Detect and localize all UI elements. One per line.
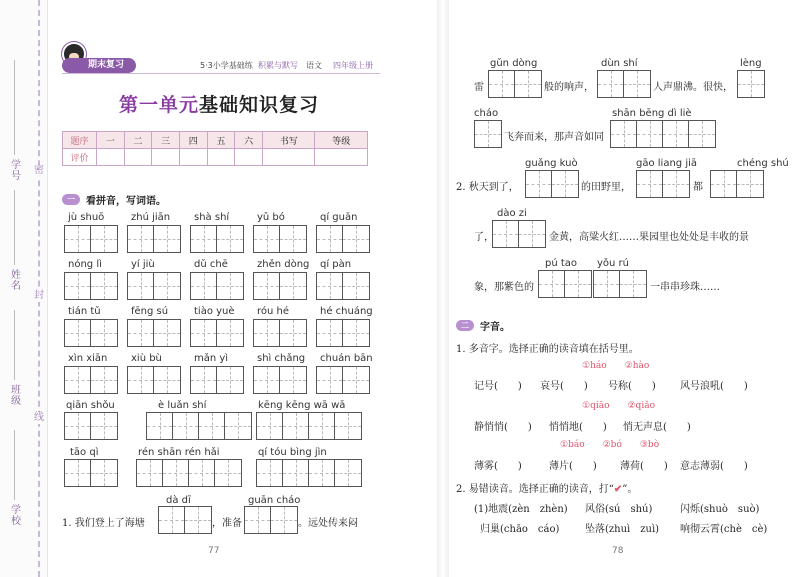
answer-box[interactable] <box>737 70 765 98</box>
pinyin-label: gǔn dòng <box>490 58 538 69</box>
fill-item[interactable]: 悄无声息( ) <box>623 422 691 433</box>
passage-text: 般的响声， <box>544 82 594 93</box>
passage-text: 的田野里， <box>581 182 631 193</box>
section-number: 二 <box>456 320 474 331</box>
score-header-row <box>63 132 368 149</box>
pinyin-label: jù shuō <box>68 212 105 223</box>
pinyin-label: è luǎn shí <box>158 400 207 411</box>
score-cell: 五 <box>207 132 235 149</box>
pinyin-label: mǎn yì <box>194 353 229 364</box>
pinyin-label: nóng lì <box>68 259 102 270</box>
pinyin-label: dà dī <box>166 495 191 506</box>
answer-box[interactable] <box>146 412 252 440</box>
answer-box[interactable] <box>64 225 118 253</box>
section-1-heading <box>62 192 166 207</box>
passage-text: 人声鼎沸。很快， <box>653 82 733 93</box>
answer-box[interactable] <box>127 272 181 300</box>
cut-line <box>38 0 40 577</box>
score-cell: 四 <box>179 132 207 149</box>
answer-box[interactable] <box>316 225 370 253</box>
score-cell: 六 <box>235 132 263 149</box>
question-text: 1. 多音字。选择正确的读音填在括号里。 <box>456 344 639 355</box>
name-line <box>14 190 15 265</box>
series-name: 5·3小学基础练 <box>200 61 253 70</box>
answer-box[interactable] <box>256 459 362 487</box>
class-line <box>14 310 15 380</box>
reading-options: ①báo ②bó ③bò <box>560 440 660 450</box>
pinyin-label: yǔ bó <box>257 212 285 223</box>
eval-cell[interactable] <box>179 149 207 166</box>
passage-text: 象，那紫色的 <box>474 282 534 293</box>
score-cell: 题序 <box>63 132 97 149</box>
answer-box[interactable] <box>538 270 592 298</box>
pinyin-label: dùn shí <box>601 58 638 69</box>
pinyin-label: qí pàn <box>320 259 352 270</box>
pinyin-label: yí jiù <box>131 259 155 270</box>
choice-item[interactable]: (1)地震(zèn zhèn) <box>474 504 568 515</box>
eval-cell[interactable] <box>315 149 368 166</box>
pinyin-label: gāo liang jiā <box>636 158 698 169</box>
pinyin-label: qiān shǒu <box>66 400 115 411</box>
question-text: 2. 秋天到了， <box>456 182 519 193</box>
page-number-right: 78 <box>612 546 624 556</box>
pinyin-label: hé chuáng <box>320 306 373 317</box>
pinyin-label: tián tǔ <box>68 306 101 317</box>
answer-box[interactable] <box>593 270 647 298</box>
pinyin-label: shì chǎng <box>257 353 306 364</box>
eval-cell[interactable] <box>262 149 315 166</box>
answer-box[interactable] <box>474 120 502 148</box>
student-number-line <box>14 60 15 155</box>
pinyin-label: tāo qì <box>70 447 99 458</box>
name-label: 姓名 <box>11 270 21 292</box>
section-title: 看拼音，写词语。 <box>86 196 166 207</box>
answer-box[interactable] <box>253 319 307 347</box>
answer-box[interactable] <box>488 70 542 98</box>
answer-box[interactable] <box>127 366 181 394</box>
score-table <box>62 131 368 166</box>
score-eval-row <box>63 149 368 166</box>
question-text: ，准备 <box>212 518 242 529</box>
answer-box[interactable] <box>636 170 690 198</box>
seal-mark-2: 封 <box>34 290 44 301</box>
grade: 四年级上册 <box>333 61 373 70</box>
answer-box[interactable] <box>64 412 118 440</box>
answer-box[interactable] <box>525 170 579 198</box>
answer-box[interactable] <box>710 170 764 198</box>
school-line <box>14 430 15 500</box>
fill-item[interactable]: 意志薄弱( ) <box>680 461 748 472</box>
question-text <box>456 480 637 495</box>
score-cell: 三 <box>152 132 180 149</box>
page-title <box>60 90 378 117</box>
fill-item[interactable]: 号称( ) <box>608 381 656 392</box>
answer-box[interactable] <box>610 120 716 148</box>
choice-item[interactable]: 坠落(zhuì zuì) <box>585 524 660 535</box>
answer-box[interactable] <box>190 366 244 394</box>
seal-mark-3: 线 <box>34 412 44 423</box>
pinyin-label: pú tao <box>545 258 578 269</box>
score-cell: 二 <box>124 132 152 149</box>
answer-box[interactable] <box>316 366 370 394</box>
fill-item[interactable]: 哀号( ) <box>540 381 588 392</box>
score-cell: 等级 <box>315 132 368 149</box>
score-cell: 一 <box>97 132 125 149</box>
fill-item[interactable]: 悄悄地( ) <box>549 422 607 433</box>
reading-options: ①qiāo ②qiǎo <box>582 401 655 411</box>
seal-mark-1: 密 <box>34 165 44 176</box>
choice-item[interactable]: 闪烁(shuò suò) <box>680 504 760 515</box>
answer-box[interactable] <box>64 459 118 487</box>
pinyin-label: chuán bān <box>320 353 373 364</box>
choice-item[interactable]: 响彻云霄(chè cè) <box>680 524 768 535</box>
title-unit: 第一单元 <box>118 94 199 116</box>
student-number-label: 学号 <box>11 160 21 182</box>
page-number-left: 77 <box>208 546 220 556</box>
pinyin-label: rén shān rén hǎi <box>138 447 220 458</box>
score-cell: 书写 <box>262 132 315 149</box>
answer-box[interactable] <box>64 272 118 300</box>
passage-text: 雷 <box>474 82 484 93</box>
passage-text: 一串串珍珠…… <box>650 282 720 293</box>
answer-box[interactable] <box>190 225 244 253</box>
eval-label: 评价 <box>63 149 97 166</box>
answer-box[interactable] <box>158 506 212 534</box>
pinyin-label: chéng shú <box>737 158 789 169</box>
eval-cell[interactable] <box>235 149 263 166</box>
answer-box[interactable] <box>244 506 298 534</box>
fill-item[interactable]: 风号浪吼( ) <box>680 381 748 392</box>
question-text-suffix: ”。 <box>622 484 638 495</box>
fill-item[interactable]: 薄片( ) <box>549 461 597 472</box>
answer-box[interactable] <box>253 225 307 253</box>
pinyin-label: yǒu rú <box>597 258 630 269</box>
answer-box[interactable] <box>127 225 181 253</box>
answer-box[interactable] <box>492 220 546 248</box>
section-2-heading <box>456 318 510 333</box>
reading-options: ①háo ②hào <box>582 361 650 371</box>
answer-box[interactable] <box>190 319 244 347</box>
choice-item[interactable]: 归巢(chāo cáo) <box>480 524 560 535</box>
fill-item[interactable]: 静悄悄( ) <box>474 422 532 433</box>
answer-box[interactable] <box>136 459 242 487</box>
section-number: 一 <box>62 194 80 205</box>
answer-box[interactable] <box>316 272 370 300</box>
pinyin-label: tiào yuè <box>194 306 235 317</box>
answer-box[interactable] <box>597 70 651 98</box>
pinyin-label: dǔ chē <box>194 259 228 270</box>
pinyin-label: lèng <box>740 58 762 69</box>
school-label: 学校 <box>11 505 21 527</box>
pinyin-label: dào zi <box>497 208 527 219</box>
eval-cell[interactable] <box>97 149 125 166</box>
pinyin-label: shān bēng dì liè <box>612 108 692 119</box>
eval-cell[interactable] <box>124 149 152 166</box>
review-badge: 期末复习 <box>62 58 136 73</box>
answer-box[interactable] <box>127 319 181 347</box>
pinyin-label: fēng sú <box>131 306 169 317</box>
passage-text: 都 <box>693 182 703 193</box>
pinyin-label: guǎng kuò <box>525 158 578 169</box>
question-text-prefix: 2. 易错读音。选择正确的读音，打“ <box>456 484 614 495</box>
pinyin-label: xiù bù <box>131 353 162 364</box>
pinyin-label: qí tóu bìng jìn <box>258 447 327 458</box>
eval-cell[interactable] <box>207 149 235 166</box>
passage-text: 飞奔而来，那声音如同 <box>504 132 604 143</box>
answer-box[interactable] <box>316 319 370 347</box>
answer-box[interactable] <box>256 412 362 440</box>
fill-item[interactable]: 薄荷( ) <box>620 461 668 472</box>
pinyin-label: cháo <box>474 108 499 119</box>
eval-cell[interactable] <box>152 149 180 166</box>
pinyin-label: zhú jiān <box>131 212 171 223</box>
pinyin-label: guān cháo <box>248 495 301 506</box>
answer-box[interactable] <box>64 366 118 394</box>
fill-item[interactable]: 记号( ) <box>474 381 522 392</box>
answer-box[interactable] <box>253 366 307 394</box>
answer-box[interactable] <box>253 272 307 300</box>
answer-box[interactable] <box>190 272 244 300</box>
pinyin-label: xìn xiān <box>68 353 108 364</box>
class-label: 班级 <box>11 385 21 407</box>
pinyin-label: qí guān <box>320 212 358 223</box>
fill-item[interactable]: 薄雾( ) <box>474 461 522 472</box>
question-text: 。远处传来闷 <box>298 518 358 529</box>
page-spine <box>437 0 449 577</box>
subject-tag: 积累与默写 <box>258 61 298 70</box>
pinyin-label: zhěn dòng <box>257 259 310 270</box>
header-rule <box>62 73 380 74</box>
pinyin-label: shà shí <box>194 212 230 223</box>
subject: 语文 <box>306 61 322 70</box>
passage-text: 了， <box>474 232 494 243</box>
question-text: 1. 我们登上了海塘 <box>62 518 145 529</box>
pinyin-label: kēng kēng wā wā <box>258 400 346 411</box>
pinyin-label: róu hé <box>257 306 290 317</box>
answer-box[interactable] <box>64 319 118 347</box>
choice-item[interactable]: 风俗(sú shú) <box>585 504 653 515</box>
section-title: 字音。 <box>480 322 510 333</box>
passage-text: 金黄，高粱火红……果园里也处处是丰收的景 <box>549 232 749 243</box>
check-mark-icon: ✔ <box>613 484 623 495</box>
title-text: 基础知识复习 <box>199 94 320 116</box>
